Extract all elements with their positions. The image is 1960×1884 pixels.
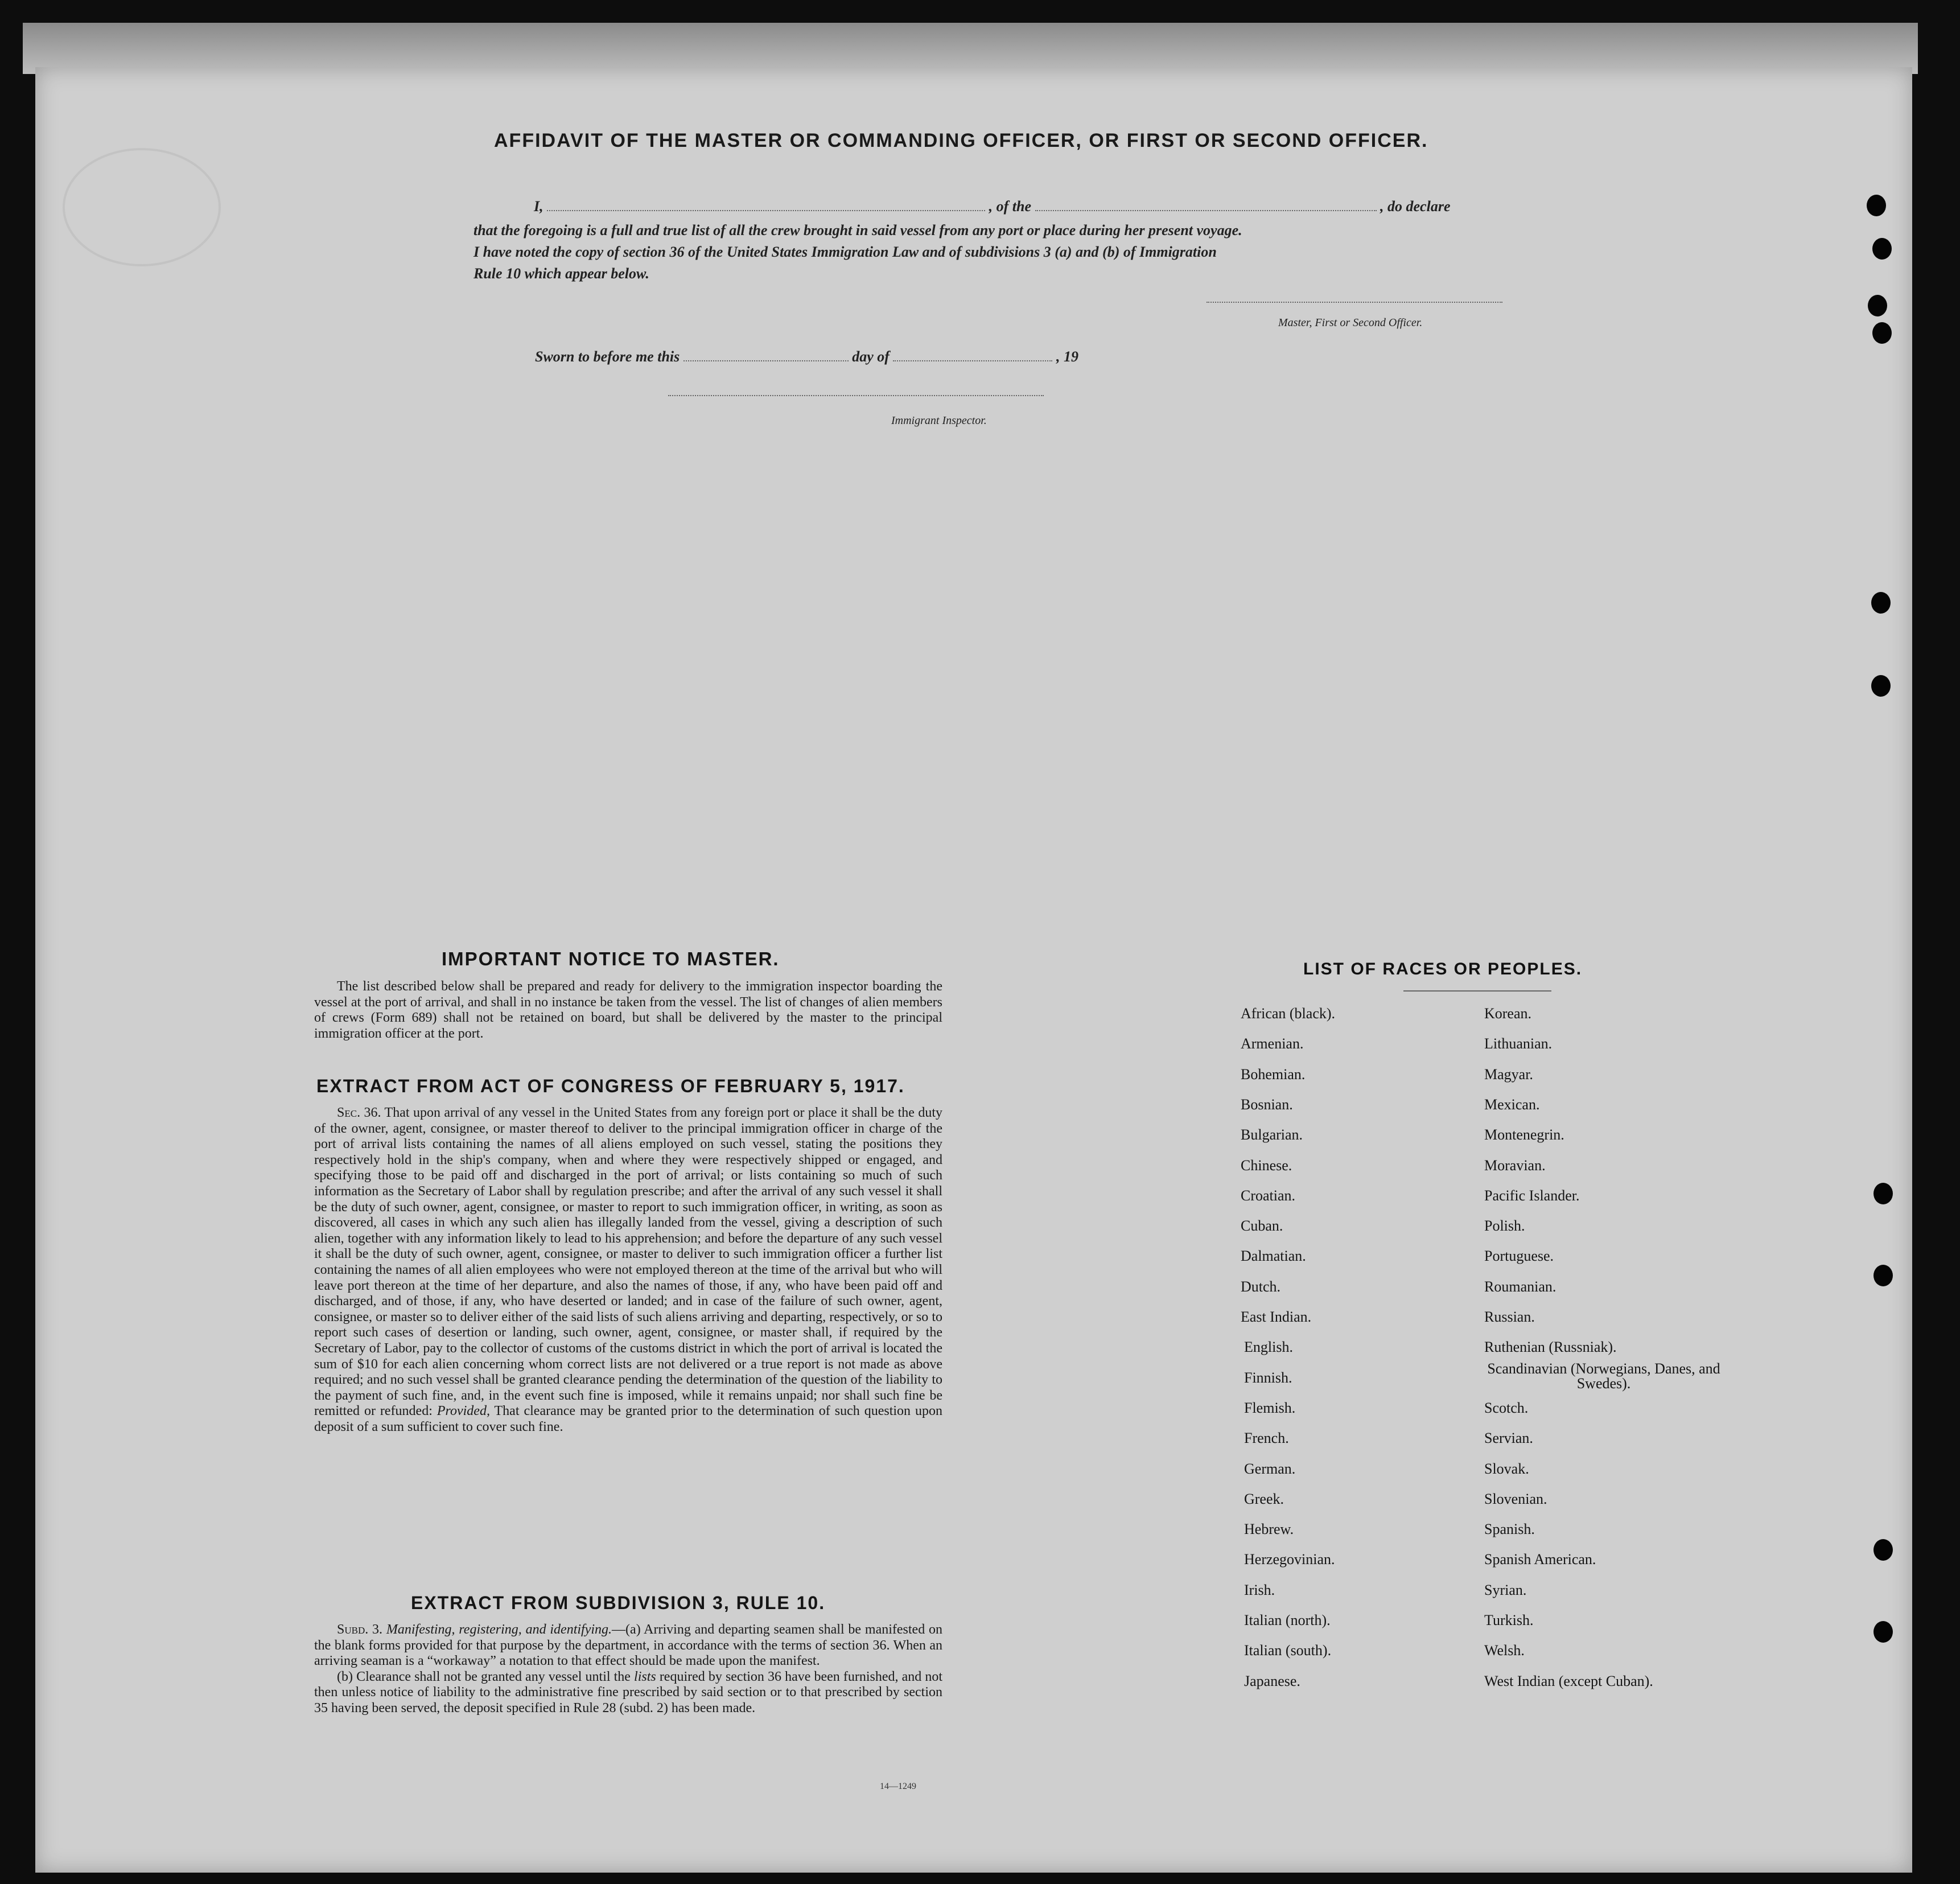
race-item: Dalmatian.	[1241, 1248, 1306, 1265]
rule-b-lists: lists	[634, 1669, 656, 1684]
sec-label: Sec. 36.	[337, 1105, 381, 1120]
act-body-end: That clearance may be granted prior to the determination of such question upon deposit of a sum sufficient to cover such fine.	[314, 1404, 943, 1434]
race-item: Syrian.	[1484, 1581, 1527, 1598]
act-paragraph	[314, 1105, 942, 1435]
races-title-underline	[1403, 990, 1551, 992]
race-item: West Indian (except Cuban).	[1484, 1672, 1653, 1689]
race-item: Montenegrin.	[1484, 1126, 1564, 1143]
rule-a-body: —(a) Arriving and departing seamen shall be manifested on the blank forms provided for that purpose by the department, in accordance with the terms of section 36. When an arriving seaman is a “workaway” a notation to that effect should be made upon the manifest.	[314, 1622, 942, 1669]
punch-hole	[1872, 322, 1892, 344]
race-item: German.	[1244, 1460, 1296, 1477]
rule-title: EXTRACT FROM SUBDIVISION 3, RULE 10.	[411, 1593, 826, 1613]
race-item: Dutch.	[1241, 1278, 1281, 1295]
act-text	[314, 1105, 942, 1435]
race-item: Ruthenian (Russniak).	[1484, 1339, 1617, 1356]
race-item: Scotch.	[1484, 1399, 1529, 1416]
race-item: Magyar.	[1484, 1066, 1533, 1083]
race-item: Greek.	[1244, 1490, 1284, 1507]
race-item: Slovak.	[1484, 1460, 1529, 1477]
race-item: Spanish.	[1484, 1521, 1535, 1538]
race-item: Lithuanian.	[1484, 1035, 1553, 1052]
race-item: Chinese.	[1241, 1157, 1292, 1174]
race-item: Pacific Islander.	[1484, 1187, 1580, 1204]
notice-paragraph: The list described below shall be prepared and ready for delivery to the immigration inspector boarding the vessel at the port of arrival, and shall in no instance be taken from the vessel. The list of changes of alien members of crews (Form 689) shall not be retained on board, but shall be delivered by the master to the principal immigration officer at the port.	[314, 979, 942, 1041]
notice-title: IMPORTANT NOTICE TO MASTER.	[442, 948, 780, 969]
race-item: Servian.	[1484, 1430, 1533, 1447]
day-blank[interactable]	[683, 360, 849, 361]
act-body: That upon arrival of any vessel in the United States from any foreign port or place it shall be the duty of the owner, agent, consignee, or master thereof to deliver to the principal immigration officer in charge of the port of arrival lists containing the names of all aliens employed on such vessel, stating the positions they respectively hold in the ship's company, when and where they were respectively shipped or engaged, and specifying those to be paid off and discharged in the port of arrival; or lists containing so much of such information as the Secretary of Labor shall by regulation prescribe; and after the arrival of any such vessel it shall be the duty of such owner, agent, consignee, or master to report to such immigration officer, in writing, as soon as discovered, all cases in which any such alien has illegally landed from the vessel, giving a description of such alien, together with any information likely to lead to his apprehension; and before the departure of any such vessel it shall be the duty of such owner, agent, consignee, or master to deliver to such immigration officer a further list containing the names of all alien employees who were not employed thereon at the time of the arrival but who will leave port thereon at the time of her departure, and also the names of those, if any, who have been paid off and discharged, and of those, if any, who have deserted or landed; and in case of the failure of such owner, agent, consignee, or master so to deliver either of the said lists of such aliens arriving and departing, respectively, or so to report such cases of desertion or landing, such owner, agent, consignee, or master shall, if required by the Secretary of Labor, pay to the collector of customs of the customs district in which the port of arrival is located the sum of $10 for each alien concerning whom correct lists are not delivered or a true report is not made as above required; and no such vessel shall be granted clearance pending the determination of the question of the liability to the payment of such fine, and, in the event such fine is imposed, while it remains unpaid; nor shall such fine be remitted or refunded:	[314, 1105, 942, 1419]
race-item: Welsh.	[1484, 1642, 1525, 1659]
race-item: Portuguese.	[1484, 1248, 1554, 1265]
form-number: 14—1249	[880, 1782, 916, 1791]
race-item: Croatian.	[1241, 1187, 1296, 1204]
of-the-label: , of the	[989, 198, 1032, 215]
do-declare-label: , do declare	[1380, 198, 1451, 215]
rule-b-pre: (b) Clearance shall not be granted any vessel until the	[337, 1669, 631, 1684]
rule-b-body: required by section 36 have been furnished, and not then unless notice of liability to the administrative fine prescribed by said section or to that prescribed by section 35 having been served, the deposit specified in Rule 28 (subd. 2) has been made.	[314, 1669, 943, 1716]
race-item: Japanese.	[1244, 1672, 1300, 1689]
rule-paragraph-b	[314, 1669, 942, 1717]
sworn-line	[535, 348, 1078, 365]
rule-paragraph-a	[314, 1622, 942, 1669]
name-blank[interactable]	[547, 210, 985, 211]
rule-text	[314, 1622, 942, 1717]
races-title: LIST OF RACES OR PEOPLES.	[1303, 960, 1583, 978]
race-item: English.	[1244, 1339, 1293, 1356]
affidavit-line-3: I have noted the copy of section 36 of the United States Immigration Law and of subdivisions 3 (a) and (b) of Immigration	[473, 244, 1217, 260]
subd-label: Subd. 3.	[337, 1622, 383, 1637]
race-item: Spanish American.	[1484, 1551, 1596, 1568]
race-item: Bosnian.	[1241, 1096, 1293, 1113]
race-item: French.	[1244, 1430, 1289, 1447]
punch-hole	[1873, 1621, 1893, 1643]
race-item: Bohemian.	[1241, 1066, 1306, 1083]
race-item: Moravian.	[1484, 1157, 1546, 1174]
day-of-label: day of	[852, 348, 890, 365]
race-item: Italian (north).	[1244, 1612, 1331, 1628]
faded-stamp	[63, 148, 221, 266]
punch-hole	[1871, 592, 1891, 614]
race-item: Flemish.	[1244, 1399, 1296, 1416]
race-item: Turkish.	[1484, 1612, 1534, 1628]
race-item: Armenian.	[1241, 1035, 1304, 1052]
act-title: EXTRACT FROM ACT OF CONGRESS OF FEBRUARY 5, 1917.	[316, 1076, 905, 1096]
affidavit-title: AFFIDAVIT OF THE MASTER OR COMMANDING OFFICER, OR FIRST OR SECOND OFFICER.	[494, 130, 1428, 151]
rule-heading: Manifesting, registering, and identifying.	[386, 1622, 612, 1637]
inspector-caption: Immigrant Inspector.	[891, 414, 987, 427]
race-item: Roumanian.	[1484, 1278, 1557, 1295]
race-item: East Indian.	[1241, 1309, 1312, 1325]
affidavit-line-2: that the foregoing is a full and true list of all the crew brought in said vessel from any port or place during her present voyage.	[473, 222, 1242, 238]
month-blank[interactable]	[893, 360, 1052, 361]
race-item: Polish.	[1484, 1217, 1525, 1235]
race-item: Russian.	[1484, 1309, 1535, 1325]
sworn-label: Sworn to before me this	[535, 348, 680, 365]
punch-hole	[1867, 195, 1886, 216]
race-item: Korean.	[1484, 1005, 1532, 1022]
document-page	[35, 67, 1912, 1873]
punch-hole	[1873, 1183, 1893, 1204]
page-edge	[23, 23, 1918, 74]
affidavit-line-4: Rule 10 which appear below.	[473, 265, 649, 282]
race-item: Bulgarian.	[1241, 1126, 1303, 1143]
punch-hole	[1873, 1265, 1893, 1286]
provided-label: Provided,	[437, 1404, 490, 1419]
punch-hole	[1868, 295, 1887, 316]
vessel-blank[interactable]	[1035, 210, 1377, 211]
punch-hole	[1872, 238, 1892, 260]
i-label: I,	[534, 198, 543, 215]
notice-text	[314, 979, 942, 1042]
race-item: Hebrew.	[1244, 1521, 1294, 1538]
master-caption: Master, First or Second Officer.	[1278, 316, 1423, 329]
punch-hole	[1871, 675, 1891, 697]
year-label: , 19	[1056, 348, 1078, 365]
inspector-signature-line[interactable]	[668, 395, 1044, 396]
race-item: African (black).	[1241, 1005, 1336, 1022]
race-item: Slovenian.	[1484, 1490, 1547, 1507]
master-signature-line[interactable]	[1207, 302, 1502, 303]
race-item: Irish.	[1244, 1581, 1275, 1598]
race-item: Finnish.	[1244, 1369, 1292, 1386]
race-item: Scandinavian (Norwegians, Danes, and Swedes).	[1487, 1360, 1720, 1392]
race-item: Cuban.	[1241, 1217, 1283, 1235]
race-item: Mexican.	[1484, 1096, 1540, 1113]
race-item: Italian (south).	[1244, 1642, 1332, 1659]
affidavit-line-1	[534, 198, 1450, 215]
punch-hole	[1873, 1539, 1893, 1561]
race-item: Herzegovinian.	[1244, 1551, 1335, 1568]
